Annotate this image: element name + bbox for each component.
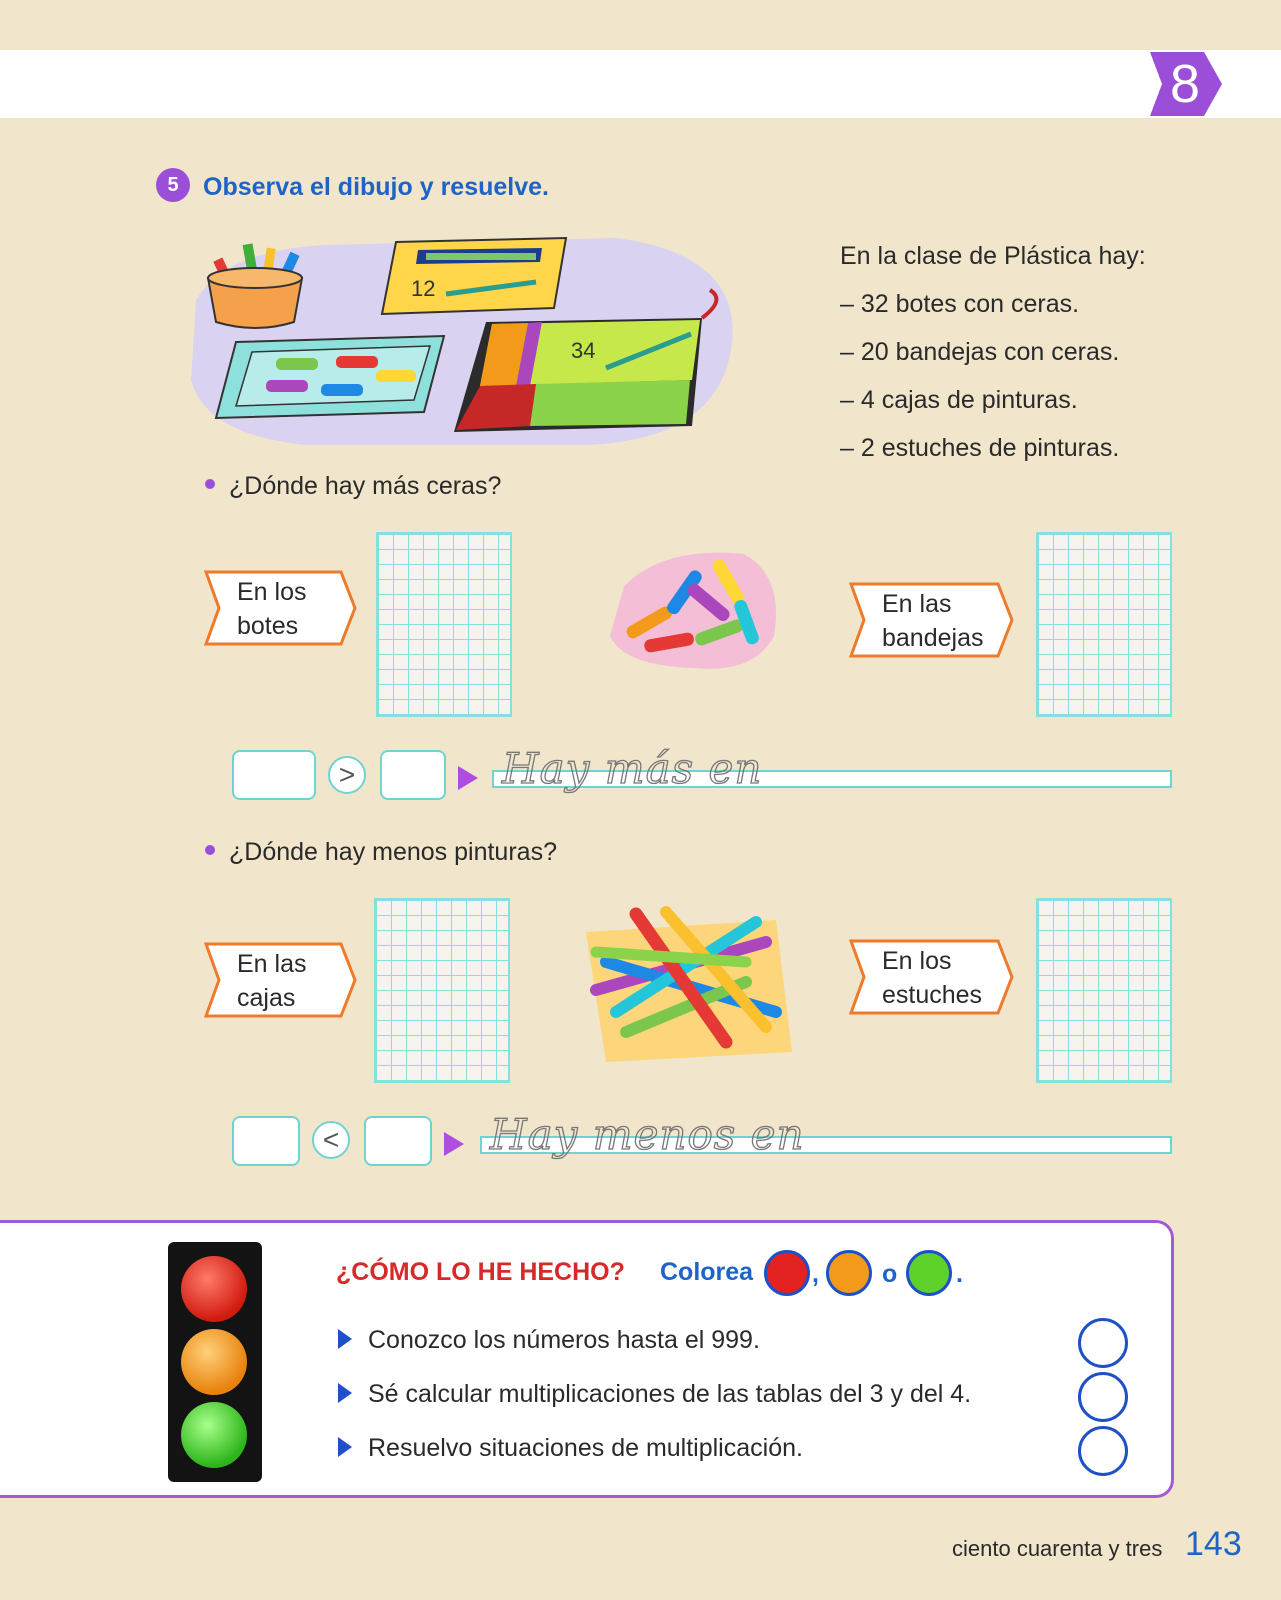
arrow-right-icon [338,1329,352,1349]
tag-right-2 [848,938,1016,1016]
tag-right-1-text: En las bandejas [882,590,984,652]
eval-item-text: Sé calcular multiplicaciones de las tablas del 3 y del 4. [368,1380,972,1408]
separator-period: . [956,1260,963,1288]
self-eval-title: ¿CÓMO LO HE HECHO? [336,1258,625,1286]
exercise-number: 5 [156,168,190,202]
green-light-icon [181,1402,247,1468]
arrow-right-icon [338,1437,352,1457]
eval-item [338,1380,971,1409]
tag-left-2 [203,941,359,1019]
answer-box-1b[interactable] [380,750,446,800]
colorea-label: Colorea [660,1258,754,1286]
guide-text-2: Hay menos en [490,1110,805,1159]
question-2-text: ¿Dónde hay menos pinturas? [229,838,557,866]
question-2 [205,838,557,867]
art-supplies-illustration [186,230,746,455]
orange-swatch-icon [826,1250,872,1296]
separator-comma: , [812,1260,819,1288]
box-count-label: 12 [411,276,436,301]
comparison-sign-2: < [312,1121,350,1159]
comparison-sign-1: > [328,756,366,794]
tag-left-1 [203,569,359,647]
bullet-icon [205,845,215,855]
page-number: 143 [1185,1525,1242,1563]
answer-box-2b[interactable] [364,1116,432,1166]
answer-box-2a[interactable] [232,1116,300,1166]
play-arrow-icon [458,766,478,790]
answer-box-1a[interactable] [232,750,316,800]
unit-badge [1146,50,1224,118]
eval-item-text: Conozco los números hasta el 999. [368,1326,760,1354]
eval-circle-2[interactable] [1078,1372,1128,1422]
colored-pencils-illustration [576,902,800,1068]
question-1-text: ¿Dónde hay más ceras? [229,472,502,500]
tag-right-1 [848,581,1016,659]
orange-light-icon [181,1329,247,1395]
eval-circle-1[interactable] [1078,1318,1128,1368]
traffic-light-icon [168,1242,262,1482]
green-swatch-icon [906,1250,952,1296]
tag-right-2-text: En los estuches [882,947,983,1009]
grid-left-1[interactable] [376,532,512,717]
bullet-icon [205,479,215,489]
statement-item: – 4 cajas de pinturas. [840,386,1078,414]
unit-number: 8 [1169,54,1201,114]
exercise-title: Observa el dibujo y resuelve. [203,173,549,201]
statement-item: – 20 bandejas con ceras. [840,338,1120,366]
eval-item [338,1326,760,1355]
grid-right-1[interactable] [1036,532,1172,717]
arrow-right-icon [338,1383,352,1403]
statement-item: – 2 estuches de pinturas. [840,434,1120,462]
case-count-label: 34 [571,338,596,363]
eval-circle-3[interactable] [1078,1426,1128,1476]
page-number-words: ciento cuarenta y tres [952,1536,1163,1561]
grid-left-2[interactable] [374,898,510,1083]
red-swatch-icon [764,1250,810,1296]
red-light-icon [181,1256,247,1322]
guide-text-1: Hay más en [502,744,763,793]
tag-left-2-text: En las cajas [237,950,307,1012]
separator-o: o [882,1260,898,1288]
play-arrow-icon [444,1132,464,1156]
tag-left-1-text: En los botes [237,578,307,640]
header-band [0,50,1281,118]
question-1 [205,472,501,501]
eval-item [338,1434,803,1463]
grid-right-2[interactable] [1036,898,1172,1083]
crayon-pile-illustration [604,546,784,676]
eval-item-text: Resuelvo situaciones de multiplicación. [368,1434,803,1462]
problem-statement [840,232,1146,472]
statement-intro: En la clase de Plástica hay: [840,242,1146,270]
statement-item: – 32 botes con ceras. [840,290,1080,318]
